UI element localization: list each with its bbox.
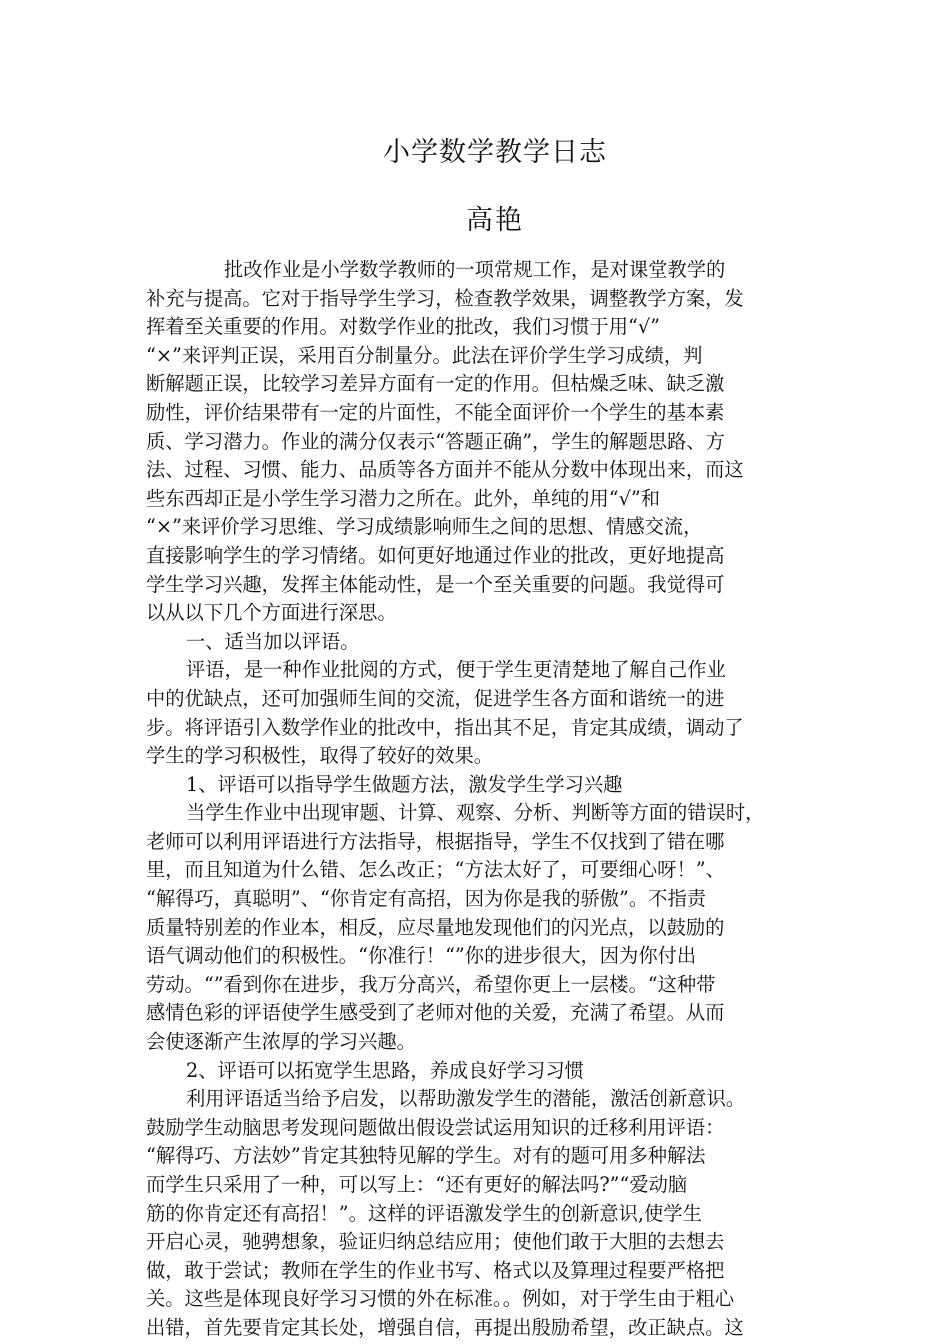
paragraph-line: 励性，评价结果带有一定的片面性，不能全面评价一个学生的基本素 [146,400,725,424]
paragraph-line: 而学生只采用了一种，可以写上：“还有更好的解法吗?”“爱动脑 [146,1173,688,1196]
paragraph-line: 里，而且知道为什么错、怎么改正；“方法太好了，可要细心呀！”、 [146,858,725,882]
document-title: 小学数学教学日志 [383,137,607,168]
paragraph-line: 劳动。“”看到你在进步，我万分高兴，希望你更上一层楼。“这种带 [146,972,716,996]
paragraph-line: 出错，首先要肯定其长处，增强自信，再提出殷励希望，改正缺点。这 [146,1315,744,1339]
paragraph-line: 挥着至关重要的作用。对数学作业的批改，我们习惯于用“√” [146,315,661,339]
paragraph-line: 做，敢于尝试；教师在学生的作业书写、格式以及算理过程要严格把 [146,1258,725,1282]
paragraph-line: 鼓励学生动脑思考发现问题做出假设尝试运用知识的迁移利用评语： [146,1115,725,1139]
paragraph-line: 质量特别差的作业本，相反，应尽量地发现他们的闪光点，以鼓励的 [146,915,725,939]
subsection-heading: 1、评语可以指导学生做题方法，激发学生学习兴趣 [186,772,623,796]
paragraph-line: 步。将评语引入数学作业的批改中，指出其不足，肯定其成绩，调动了 [146,715,744,739]
paragraph-line: 法、过程、习惯、能力、品质等各方面并不能从分数中体现出来，而这 [146,458,744,482]
paragraph-line: 质、学习潜力。作业的满分仅表示“答题正确”，学生的解题思路、方 [146,429,725,453]
section-heading: 一、适当加以评语。 [186,629,360,653]
paragraph-line: “×”来评判正误，采用百分制量分。此法在评价学生学习成绩，判 [146,343,703,367]
document-body [146,256,812,1343]
paragraph-line: 当学生作业中出现审题、计算、观察、分析、判断等方面的错误时， [186,801,765,825]
paragraph-line: 感情色彩的评语使学生感受到了老师对他的关爱，充满了希望。从而 [146,1001,725,1025]
paragraph-line: “解得巧、方法妙”肯定其独特见解的学生。对有的题可用多种解法 [146,1144,706,1168]
paragraph-line: 会使逐渐产生浓厚的学习兴趣。 [146,1030,416,1054]
paragraph-line: 学生学习兴趣，发挥主体能动性，是一个至关重要的问题。我觉得可 [146,572,725,596]
paragraph-line: 开启心灵，驰骋想象，验证归纳总结应用；使他们敢于大胆的去想去 [146,1230,725,1254]
paragraph-line: 批改作业是小学数学教师的一项常规工作，是对课堂教学的 [224,258,726,281]
paragraph-line: 些东西却正是小学生学习潜力之所在。此外，单纯的用“√”和 [146,486,661,510]
paragraph-line: 直接影响学生的学习情绪。如何更好地通过作业的批改，更好地提高 [146,543,725,567]
paragraph-line: 利用评语适当给予启发，以帮助激发学生的潜能，激活创新意识。 [186,1087,746,1111]
paragraph-line: 语气调动他们的积极性。“你准行！“”你的进步很大，因为你付出 [146,944,697,968]
subsection-heading: 2、评语可以拓宽学生思路，养成良好学习习惯 [186,1058,584,1082]
paragraph-line: 中的优缺点，还可加强师生间的交流，促进学生各方面和谐统一的进 [146,686,725,710]
paragraph-line: 补充与提高。它对于指导学生学习，检查教学效果，调整教学方案，发 [146,286,744,310]
paragraph-line: 以从以下几个方面进行深思。 [146,601,397,625]
paragraph-line: 评语，是一种作业批阅的方式，便于学生更清楚地了解自己作业 [186,658,726,682]
paragraph-line: 学生的学习积极性，取得了较好的效果。 [146,744,494,768]
paragraph-line: 关。这些是体现良好学习习惯的外在标准。。例如，对于学生由于粗心 [146,1287,735,1311]
paragraph-line: 断解题正误，比较学习差异方面有一定的作用。但枯燥乏味、缺乏激 [146,372,725,396]
paragraph-line: “解得巧，真聪明”、“你肯定有高招，因为你是我的骄傲”。不指责 [146,887,707,911]
paragraph-line: “×”来评价学习思维、学习成绩影响师生之间的思想、情感交流， [146,515,703,539]
paragraph-line: 老师可以利用评语进行方法指导，根据指导，学生不仅找到了错在哪 [146,829,725,853]
document-author: 高艳 [466,205,524,236]
paragraph-line: 筋的你肯定还有高招！”。这样的评语激发学生的创新意识,使学生 [146,1201,702,1225]
